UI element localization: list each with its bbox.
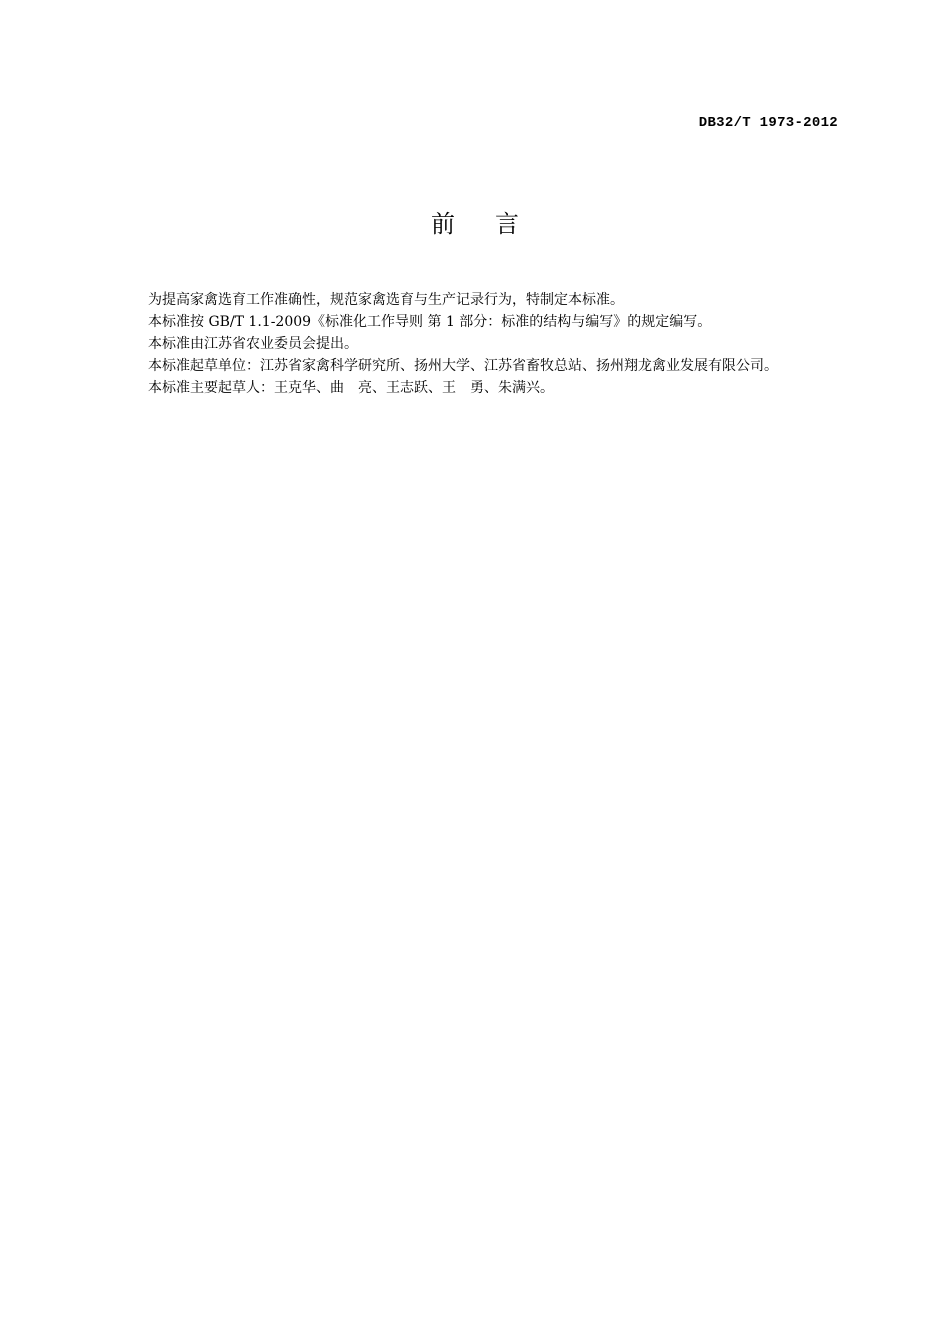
page-title: 前言 [431,210,559,238]
document-number: DB32/T 1973-2012 [698,115,838,131]
foreword-paragraph-proposer: 本标准由江苏省农业委员会提出。 [148,336,358,352]
foreword-paragraph-drafters: 本标准主要起草人：王克华、曲 亮、王志跃、王 勇、朱满兴。 [148,380,554,396]
foreword-paragraph-drafting-units: 本标准起草单位：江苏省家禽科学研究所、扬州大学、江苏省畜牧总站、扬州翔龙禽业发展有限公司。 [148,358,778,374]
foreword-body [113,289,861,399]
foreword-paragraph-drafting-rules: 本标准按 GB/T 1.1-2009《标准化工作导则 第 1 部分：标准的结构与编写》的规定编写。 [148,314,712,330]
foreword-paragraph-purpose: 为提高家禽选育工作准确性，规范家禽选育与生产记录行为，特制定本标准。 [148,292,624,308]
